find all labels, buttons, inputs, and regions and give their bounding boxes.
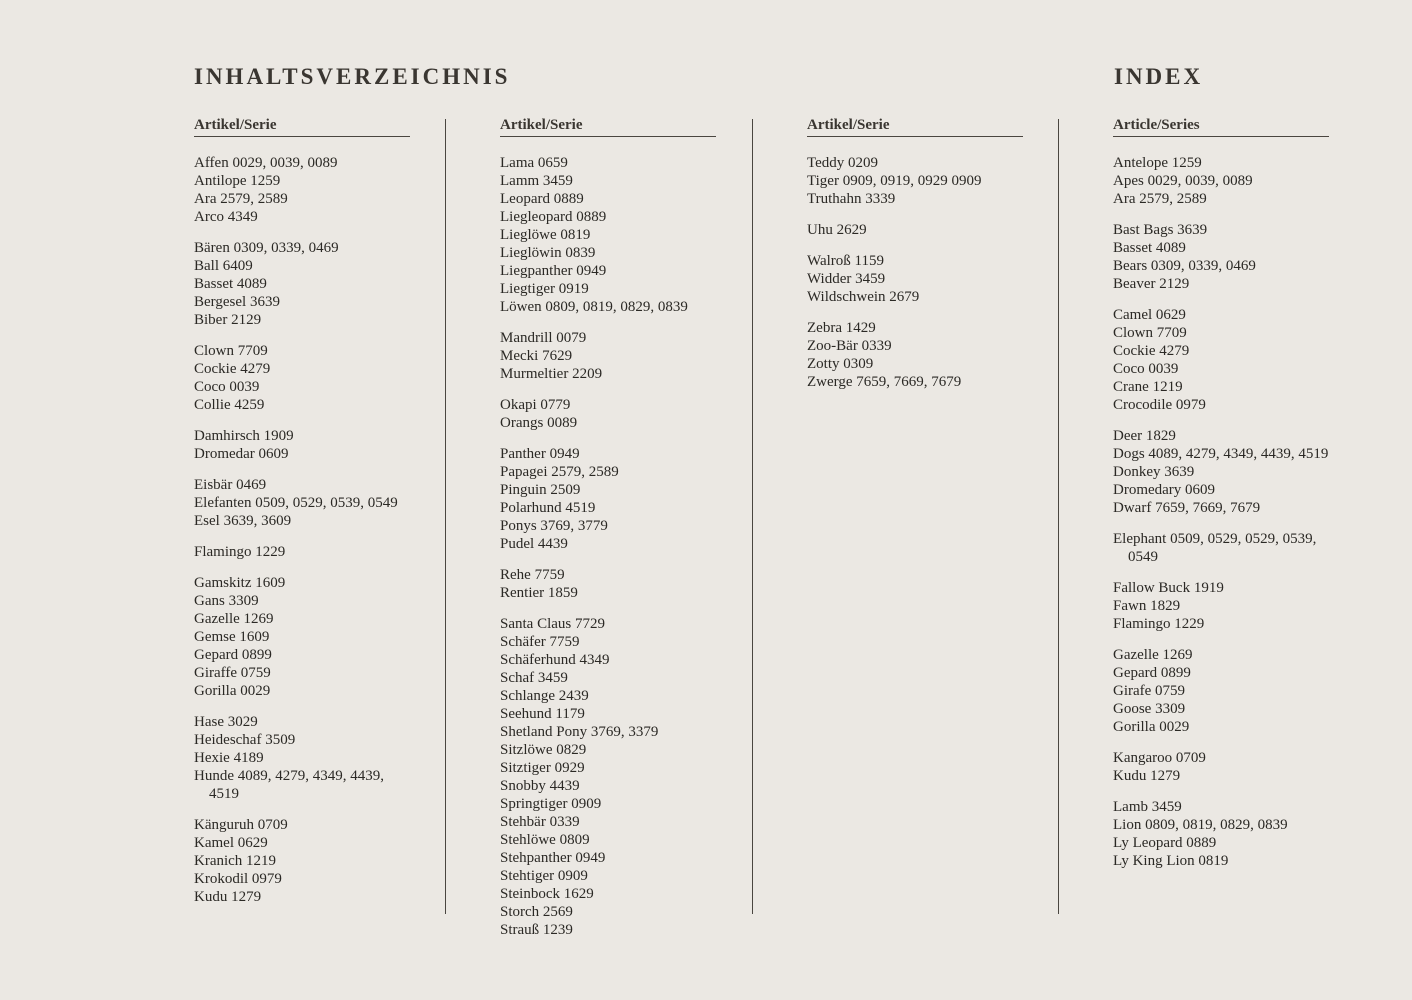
index-entry: Heideschaf 3509: [194, 732, 296, 748]
index-entry: Dromedar 0609: [194, 446, 289, 462]
index-entry: Känguruh 0709: [194, 817, 288, 833]
index-entry: Gorilla 0029: [194, 683, 271, 699]
index-entry: Panther 0949: [500, 446, 580, 462]
column-divider: [1058, 119, 1059, 914]
index-group: [1113, 798, 1329, 870]
index-entry: Bergesel 3639: [194, 294, 280, 310]
index-column-2: [500, 116, 716, 952]
index-group: [194, 154, 410, 226]
index-entry: Stehpanther 0949: [500, 850, 606, 866]
index-entry: Schäfer 7759: [500, 634, 580, 650]
index-entry: Liegpanther 0949: [500, 263, 607, 279]
index-group: [1113, 530, 1329, 566]
index-group: [1113, 749, 1329, 785]
index-entry: Mandrill 0079: [500, 330, 587, 346]
index-entry: Gemse 1609: [194, 629, 270, 645]
index-entry: Cockie 4279: [194, 361, 271, 377]
index-entry: Flamingo 1229: [1113, 616, 1205, 632]
index-group: [500, 445, 716, 553]
index-entry: Stehtiger 0909: [500, 868, 588, 884]
index-column-3: [807, 116, 1023, 404]
index-entry: Ponys 3769, 3779: [500, 518, 608, 534]
column-heading: Artikel/Serie: [500, 116, 716, 137]
column-heading: Artikel/Serie: [807, 116, 1023, 137]
index-group: [807, 319, 1023, 391]
index-entry: Damhirsch 1909: [194, 428, 294, 444]
index-entry: Wildschwein 2679: [807, 289, 920, 305]
index-entry: Rentier 1859: [500, 585, 578, 601]
index-group: [194, 816, 410, 906]
index-group: [194, 543, 410, 561]
index-entry: Collie 4259: [194, 397, 265, 413]
index-group: [500, 396, 716, 432]
index-entry: Apes 0029, 0039, 0089: [1113, 173, 1253, 189]
index-entry: Dogs 4089, 4279, 4349, 4439, 4519: [1113, 446, 1329, 462]
index-entry: Gamskitz 1609: [194, 575, 286, 591]
index-entry: Widder 3459: [807, 271, 886, 287]
index-entry: Polarhund 4519: [500, 500, 596, 516]
index-entry: Ly King Lion 0819: [1113, 853, 1229, 869]
index-entry: Zoo-Bär 0339: [807, 338, 892, 354]
index-entry: Donkey 3639: [1113, 464, 1195, 480]
index-entry: Ly Leopard 0889: [1113, 835, 1217, 851]
index-entry: Arco 4349: [194, 209, 258, 225]
index-entry: Pinguin 2509: [500, 482, 581, 498]
index-column-1: [194, 116, 410, 919]
index-entry: Dwarf 7659, 7669, 7679: [1113, 500, 1261, 516]
index-entry: Camel 0629: [1113, 307, 1186, 323]
index-entry: Beaver 2129: [1113, 276, 1190, 292]
column-divider: [445, 119, 446, 914]
index-group: [1113, 221, 1329, 293]
index-entry: Crane 1219: [1113, 379, 1183, 395]
index-entry: Deer 1829: [1113, 428, 1176, 444]
index-group: [194, 342, 410, 414]
index-entry: Bast Bags 3639: [1113, 222, 1208, 238]
index-entry: Krokodil 0979: [194, 871, 282, 887]
index-entry: Steinbock 1629: [500, 886, 594, 902]
index-entry: Sitzlöwe 0829: [500, 742, 587, 758]
index-group: [1113, 427, 1329, 517]
index-entry: Lion 0809, 0819, 0829, 0839: [1113, 817, 1288, 833]
index-entry: Lieglöwe 0819: [500, 227, 591, 243]
index-group: [1113, 579, 1329, 633]
index-entry: Fawn 1829: [1113, 598, 1181, 614]
index-entry: Snobby 4439: [500, 778, 580, 794]
index-entry: Affen 0029, 0039, 0089: [194, 155, 338, 171]
index-entry: Mecki 7629: [500, 348, 573, 364]
index-group: [1113, 154, 1329, 208]
index-entry: Teddy 0209: [807, 155, 879, 171]
index-group: [194, 239, 410, 329]
index-entry: Basset 4089: [1113, 240, 1186, 256]
index-entry: Lamm 3459: [500, 173, 573, 189]
index-entry: Basset 4089: [194, 276, 267, 292]
index-entry: Orangs 0089: [500, 415, 578, 431]
index-group: [500, 615, 716, 939]
index-entry: Uhu 2629: [807, 222, 867, 238]
index-entry: Löwen 0809, 0819, 0829, 0839: [500, 299, 688, 315]
column-entries: [500, 154, 716, 939]
index-entry: Kamel 0629: [194, 835, 268, 851]
index-group: [194, 427, 410, 463]
index-group: [807, 252, 1023, 306]
index-entry: Kudu 1279: [1113, 768, 1181, 784]
index-entry: Giraffe 0759: [194, 665, 271, 681]
index-entry: Flamingo 1229: [194, 544, 286, 560]
index-group: [500, 566, 716, 602]
index-entry: Bären 0309, 0339, 0469: [194, 240, 339, 256]
index-entry: Strauß 1239: [500, 922, 573, 938]
index-entry: Truthahn 3339: [807, 191, 896, 207]
index-entry: Kudu 1279: [194, 889, 262, 905]
index-entry: Murmeltier 2209: [500, 366, 603, 382]
index-column-4: [1113, 116, 1329, 883]
index-entry: Liegleopard 0889: [500, 209, 607, 225]
index-entry: Rehe 7759: [500, 567, 565, 583]
index-entry: Lieglöwin 0839: [500, 245, 596, 261]
index-entry: Elefanten 0509, 0529, 0539, 0549: [194, 495, 398, 511]
index-entry: Tiger 0909, 0919, 0929 0909: [807, 173, 982, 189]
index-entry: Biber 2129: [194, 312, 262, 328]
index-entry: Clown 7709: [194, 343, 268, 359]
index-group: [500, 154, 716, 316]
index-entry: Antelope 1259: [1113, 155, 1202, 171]
index-group: [807, 221, 1023, 239]
page-title-english: INDEX: [1114, 64, 1204, 89]
index-entry: Elephant 0509, 0529, 0529, 0539, 0549: [1113, 531, 1317, 565]
index-group: [194, 713, 410, 803]
index-entry: Esel 3639, 3609: [194, 513, 292, 529]
index-entry: Coco 0039: [1113, 361, 1179, 377]
index-entry: Storch 2569: [500, 904, 573, 920]
index-entry: Ara 2579, 2589: [194, 191, 288, 207]
index-entry: Cockie 4279: [1113, 343, 1190, 359]
index-entry: Bears 0309, 0339, 0469: [1113, 258, 1256, 274]
index-group: [194, 476, 410, 530]
index-entry: Zwerge 7659, 7669, 7679: [807, 374, 962, 390]
index-entry: Sitztiger 0929: [500, 760, 585, 776]
index-entry: Lama 0659: [500, 155, 568, 171]
column-entries: [807, 154, 1023, 391]
index-entry: Shetland Pony 3769, 3379: [500, 724, 659, 740]
page-title-german: INHALTSVERZEICHNIS: [194, 64, 511, 89]
index-entry: Gans 3309: [194, 593, 259, 609]
index-entry: Okapi 0779: [500, 397, 571, 413]
index-group: [194, 574, 410, 700]
column-divider: [752, 119, 753, 914]
index-entry: Kranich 1219: [194, 853, 277, 869]
index-entry: Zotty 0309: [807, 356, 874, 372]
index-entry: Papagei 2579, 2589: [500, 464, 619, 480]
index-entry: Stehlöwe 0809: [500, 832, 590, 848]
index-entry: Hunde 4089, 4279, 4349, 4439, 4519: [194, 768, 384, 802]
index-entry: Gepard 0899: [1113, 665, 1191, 681]
index-entry: Eisbär 0469: [194, 477, 267, 493]
index-entry: Schäferhund 4349: [500, 652, 610, 668]
column-entries: [194, 154, 410, 906]
index-entry: Liegtiger 0919: [500, 281, 589, 297]
index-entry: Springtiger 0909: [500, 796, 602, 812]
index-entry: Coco 0039: [194, 379, 260, 395]
index-entry: Schaf 3459: [500, 670, 568, 686]
index-entry: Gazelle 1269: [1113, 647, 1193, 663]
index-entry: Goose 3309: [1113, 701, 1186, 717]
index-entry: Lamb 3459: [1113, 799, 1182, 815]
index-entry: Schlange 2439: [500, 688, 589, 704]
column-entries: [1113, 154, 1329, 870]
index-entry: Gazelle 1269: [194, 611, 274, 627]
index-entry: Santa Claus 7729: [500, 616, 605, 632]
index-group: [1113, 306, 1329, 414]
index-entry: Seehund 1179: [500, 706, 585, 722]
index-entry: Hase 3029: [194, 714, 258, 730]
index-entry: Zebra 1429: [807, 320, 876, 336]
index-entry: Ara 2579, 2589: [1113, 191, 1207, 207]
index-group: [1113, 646, 1329, 736]
index-entry: Gepard 0899: [194, 647, 272, 663]
index-group: [807, 154, 1023, 208]
index-entry: Walroß 1159: [807, 253, 884, 269]
index-entry: Gorilla 0029: [1113, 719, 1190, 735]
index-entry: Stehbär 0339: [500, 814, 580, 830]
index-entry: Dromedary 0609: [1113, 482, 1216, 498]
index-entry: Clown 7709: [1113, 325, 1187, 341]
column-heading: Artikel/Serie: [194, 116, 410, 137]
index-entry: Fallow Buck 1919: [1113, 580, 1224, 596]
index-entry: Pudel 4439: [500, 536, 568, 552]
index-entry: Hexie 4189: [194, 750, 264, 766]
index-entry: Crocodile 0979: [1113, 397, 1206, 413]
column-heading: Article/Series: [1113, 116, 1329, 137]
index-entry: Antilope 1259: [194, 173, 281, 189]
index-entry: Ball 6409: [194, 258, 253, 274]
index-entry: Girafe 0759: [1113, 683, 1186, 699]
index-group: [500, 329, 716, 383]
index-entry: Leopard 0889: [500, 191, 584, 207]
index-entry: Kangaroo 0709: [1113, 750, 1206, 766]
